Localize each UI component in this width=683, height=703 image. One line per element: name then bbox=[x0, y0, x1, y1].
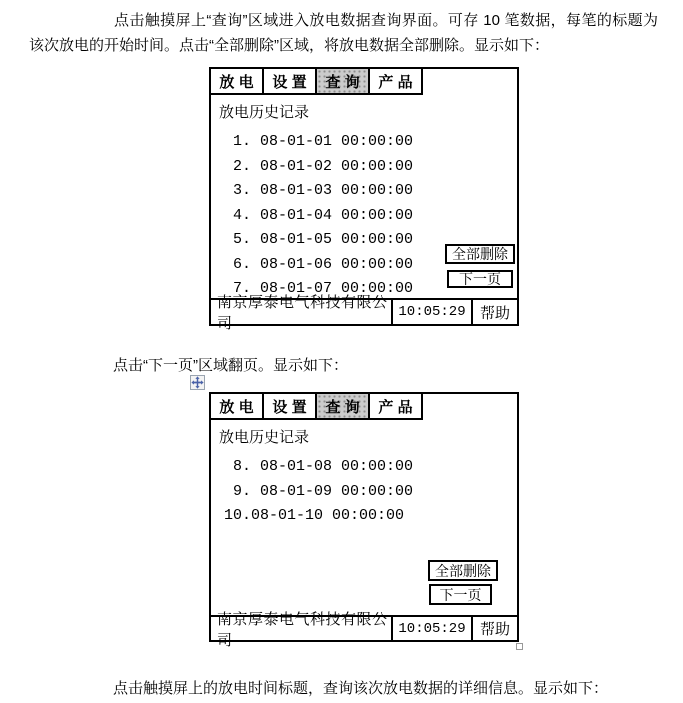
tab-discharge[interactable]: 放 电 bbox=[211, 69, 264, 95]
history-entry[interactable]: 2. 08-01-02 00:00:00 bbox=[224, 157, 414, 175]
history-entry[interactable]: 1. 08-01-01 00:00:00 bbox=[224, 133, 414, 150]
next-page-paragraph: 点击“下一页”区域翻页。显示如下： bbox=[113, 357, 348, 374]
history-entry[interactable]: 5. 08-01-05 00:00:00 bbox=[224, 231, 414, 248]
clock: 10:05:29 bbox=[393, 300, 473, 324]
intro-paragraph: 点击触摸屏上“查询”区域进入放电数据查询界面。可存 10 笔数据，每笔的标题为该次放电的开始时间。点击“全部删除”区域，将放电数据全部删除。显示如下： bbox=[29, 12, 658, 54]
detail-paragraph: 点击触摸屏上的放电时间标题，查询该次放电数据的详细信息。显示如下： bbox=[113, 680, 609, 697]
tab-discharge[interactable]: 放 电 bbox=[211, 394, 264, 420]
history-heading: 放电历史记录 bbox=[219, 104, 310, 121]
status-bar bbox=[211, 294, 517, 332]
history-entry[interactable]: 8. 08-01-08 00:00:00 bbox=[224, 458, 414, 475]
next-page-button[interactable]: 下一页 bbox=[447, 270, 513, 288]
tab-settings[interactable]: 设 置 bbox=[264, 69, 317, 95]
tab-bar-filler bbox=[423, 394, 517, 420]
tab-query[interactable]: 查 询 bbox=[317, 394, 370, 420]
query-screen-page1 bbox=[209, 67, 519, 332]
history-list bbox=[211, 455, 517, 529]
tab-bar bbox=[211, 394, 517, 420]
history-entry[interactable]: 3. 08-01-03 00:00:00 bbox=[224, 182, 414, 199]
company-name: 南京厚泰电气科技有限公司 bbox=[211, 617, 393, 640]
status-bar bbox=[211, 610, 517, 649]
tab-bar bbox=[211, 69, 517, 95]
history-entry[interactable]: 7. 08-01-07 00:00:00 bbox=[224, 280, 414, 297]
tab-query[interactable]: 查 询 bbox=[317, 69, 370, 95]
tab-settings[interactable]: 设 置 bbox=[264, 394, 317, 420]
table-move-handle-icon[interactable] bbox=[190, 375, 205, 390]
history-entry[interactable]: 6. 08-01-06 00:00:00 bbox=[224, 255, 414, 273]
history-entry[interactable]: 9. 08-01-09 00:00:00 bbox=[224, 482, 414, 500]
table-resize-handle-icon[interactable] bbox=[516, 643, 523, 650]
query-screen-page2 bbox=[209, 392, 519, 649]
next-page-button[interactable]: 下一页 bbox=[429, 584, 492, 605]
tab-product[interactable]: 产 品 bbox=[370, 394, 423, 420]
delete-all-button[interactable]: 全部删除 bbox=[428, 560, 498, 581]
history-entry[interactable]: 4. 08-01-04 00:00:00 bbox=[224, 206, 414, 224]
history-heading: 放电历史记录 bbox=[219, 429, 310, 446]
company-name: 南京厚泰电气科技有限公司 bbox=[211, 300, 393, 324]
delete-all-button[interactable]: 全部删除 bbox=[445, 244, 515, 264]
history-entry[interactable]: 10.08-01-10 00:00:00 bbox=[224, 507, 405, 524]
help-button[interactable]: 帮助 bbox=[479, 621, 510, 638]
tab-bar-filler bbox=[423, 69, 517, 95]
clock: 10:05:29 bbox=[393, 617, 473, 640]
help-button[interactable]: 帮助 bbox=[479, 304, 510, 322]
four-arrows-icon bbox=[191, 376, 204, 389]
tab-product[interactable]: 产 品 bbox=[370, 69, 423, 95]
